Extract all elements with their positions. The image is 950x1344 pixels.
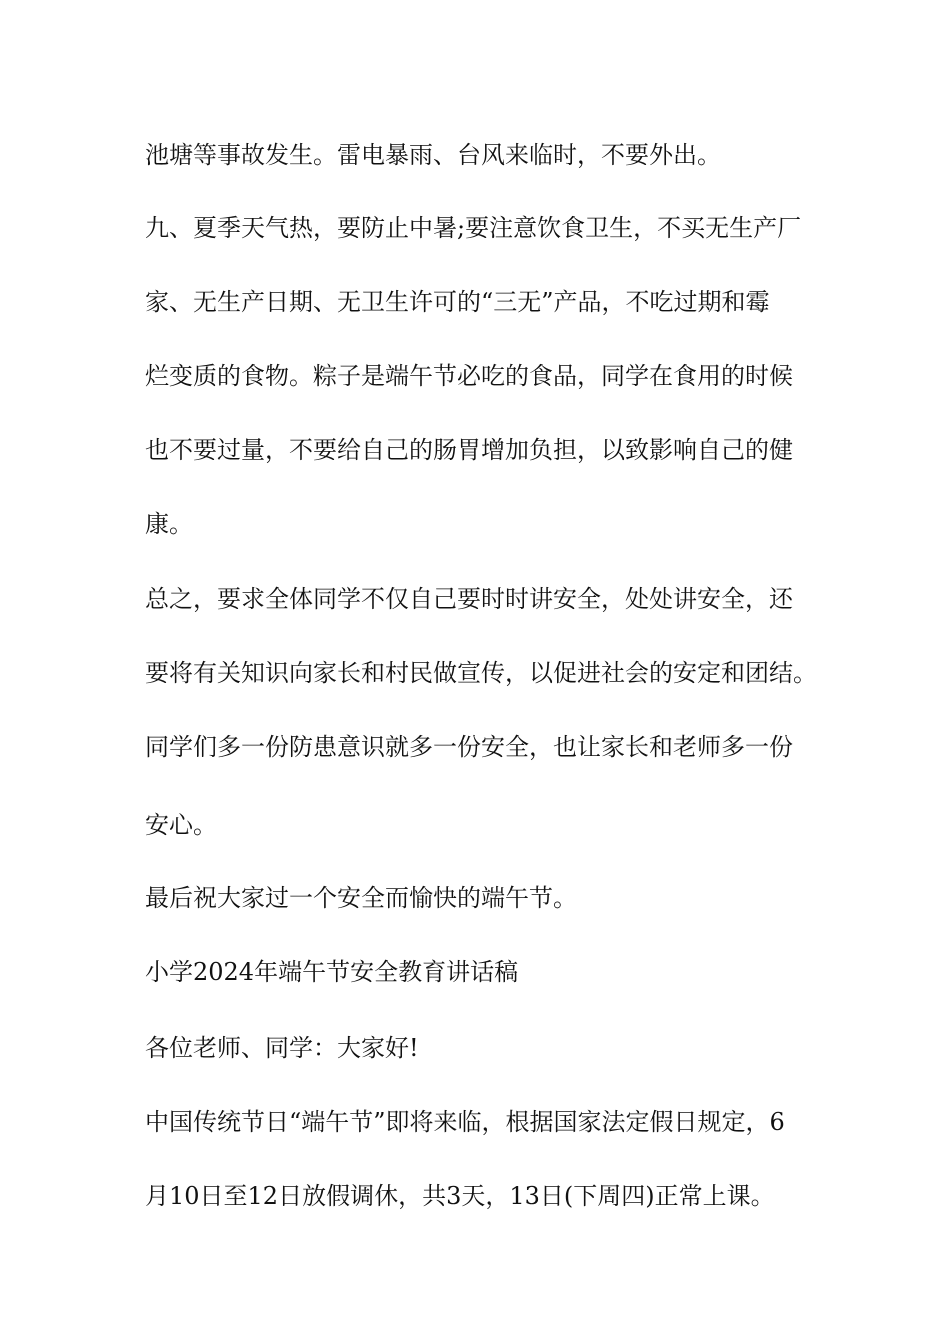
paragraph-line: 同学们多一份防患意识就多一份安全，也让家长和老师多一份: [145, 733, 793, 761]
paragraph-line: 总之，要求全体同学不仅自己要时时讲安全，处处讲安全，还: [145, 585, 793, 613]
paragraph-line: 也不要过量，不要给自己的肠胃增加负担，以致影响自己的健: [145, 436, 793, 464]
paragraph-line: 九、夏季天气热，要防止中暑;要注意饮食卫生，不买无生产厂: [145, 214, 802, 242]
paragraph-line: 最后祝大家过一个安全而愉快的端午节。: [145, 884, 577, 912]
paragraph-line: 安心。: [145, 811, 217, 839]
paragraph-line: 康。: [145, 510, 193, 538]
greeting-line: 各位老师、同学：大家好!: [145, 1034, 419, 1062]
paragraph-line: 家、无生产日期、无卫生许可的“三无”产品，不吃过期和霉: [145, 288, 770, 316]
paragraph-line: 烂变质的食物。粽子是端午节必吃的食品，同学在食用的时候: [145, 362, 793, 390]
paragraph-line: 中国传统节日“端午节”即将来临，根据国家法定假日规定，6: [145, 1108, 785, 1136]
paragraph-line: 池塘等事故发生。雷电暴雨、台风来临时，不要外出。: [145, 141, 721, 169]
section-title: 小学2024年端午节安全教育讲话稿: [145, 958, 519, 986]
paragraph-line: 要将有关知识向家长和村民做宣传，以促进社会的安定和团结。: [145, 659, 817, 687]
paragraph-line: 月10日至12日放假调休，共3天，13日(下周四)正常上课。: [145, 1182, 775, 1210]
